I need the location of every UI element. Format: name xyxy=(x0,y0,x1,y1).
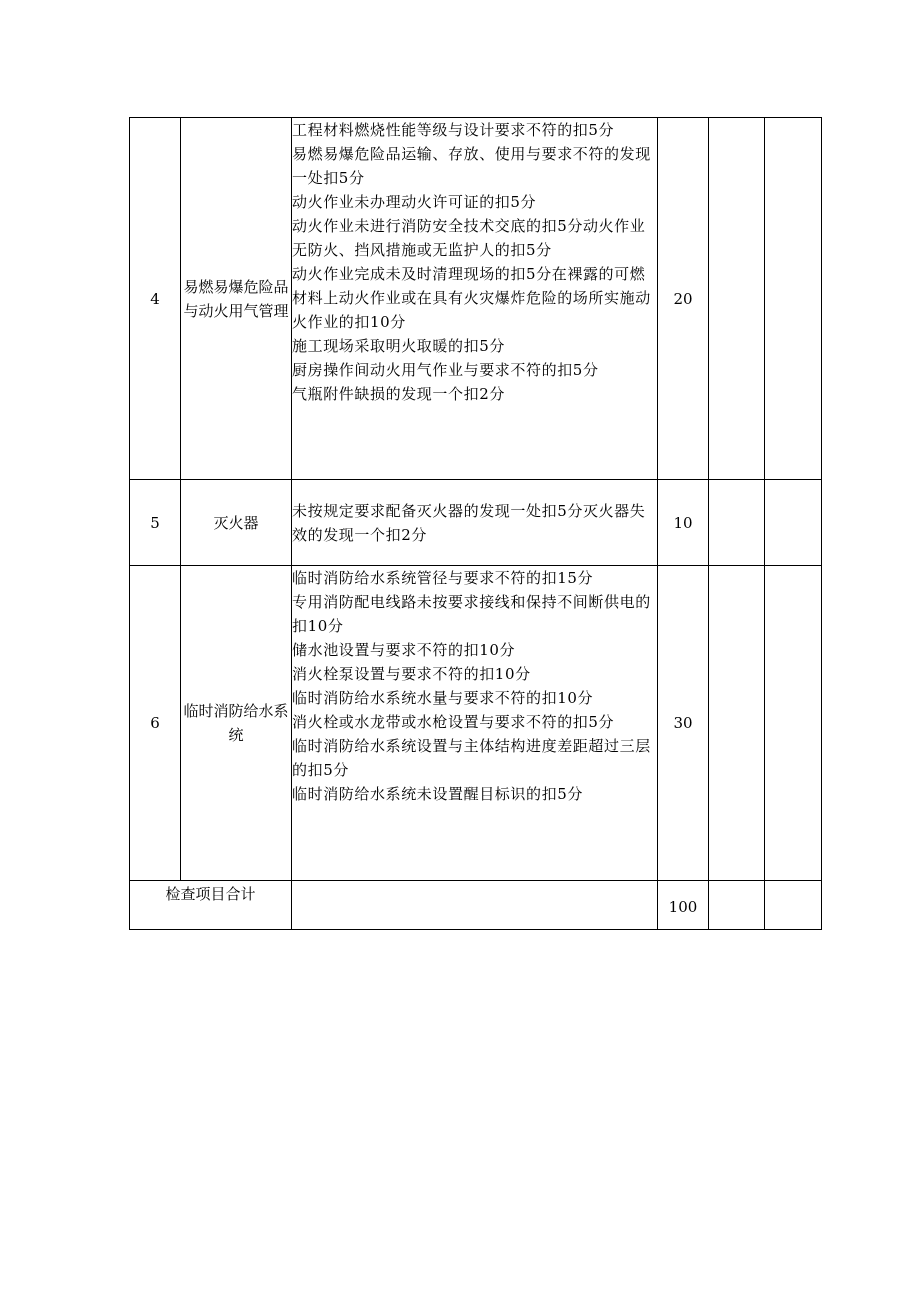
row-number: 6 xyxy=(130,566,181,881)
actual-score-cell xyxy=(765,118,822,480)
deduct-score-cell xyxy=(709,566,765,881)
score-cell: 10 xyxy=(658,480,709,566)
row-number: 5 xyxy=(130,480,181,566)
deduction-item: 动火作业完成未及时清理现场的扣5分在裸露的可燃材料上动火作业或在具有火灾爆炸危险的场所实施动火作业的扣10分 xyxy=(292,265,651,331)
total-label: 检查项目合计 xyxy=(130,881,292,930)
check-category: 易燃易爆危险品与动火用气管理 xyxy=(181,118,292,480)
deduction-item: 施工现场采取明火取暖的扣5分 xyxy=(292,337,505,355)
deduct-score-cell xyxy=(709,480,765,566)
deduction-item: 专用消防配电线路未按要求接线和保持不间断供电的扣10分 xyxy=(292,593,651,635)
deduction-item: 临时消防给水系统未设置醒目标识的扣5分 xyxy=(292,785,583,803)
row-number: 4 xyxy=(130,118,181,480)
deduction-item: 厨房操作间动火用气作业与要求不符的扣5分 xyxy=(292,361,599,379)
deduction-items xyxy=(292,118,658,480)
deduction-items xyxy=(292,480,658,566)
total-actual-cell xyxy=(765,881,822,930)
total-row xyxy=(130,881,822,930)
deduction-item: 气瓶附件缺损的发现一个扣2分 xyxy=(292,385,505,403)
total-deduct-cell xyxy=(709,881,765,930)
deduction-items xyxy=(292,566,658,881)
check-category: 灭火器 xyxy=(181,480,292,566)
score-cell: 20 xyxy=(658,118,709,480)
deduction-item: 临时消防给水系统水量与要求不符的扣10分 xyxy=(292,689,594,707)
table-row xyxy=(130,118,822,480)
score-cell: 30 xyxy=(658,566,709,881)
deduction-item: 易燃易爆危险品运输、存放、使用与要求不符的发现一处扣5分 xyxy=(292,145,651,187)
total-score: 100 xyxy=(658,881,709,930)
actual-score-cell xyxy=(765,480,822,566)
deduction-item: 动火作业未进行消防安全技术交底的扣5分动火作业无防火、挡风措施或无监护人的扣5分 xyxy=(292,217,646,259)
deduction-item: 未按规定要求配备灭火器的发现一处扣5分灭火器失效的发现一个扣2分 xyxy=(292,501,646,544)
deduction-item: 消火栓或水龙带或水枪设置与要求不符的扣5分 xyxy=(292,713,615,731)
deduction-item: 动火作业未办理动火许可证的扣5分 xyxy=(292,193,537,211)
deduction-item: 临时消防给水系统管径与要求不符的扣15分 xyxy=(292,569,594,587)
deduction-item: 工程材料燃烧性能等级与设计要求不符的扣5分 xyxy=(292,121,615,139)
deduction-item: 消火栓泵设置与要求不符的扣10分 xyxy=(292,665,531,683)
check-category: 临时消防给水系统 xyxy=(181,566,292,881)
deduct-score-cell xyxy=(709,118,765,480)
deduction-item: 储水池设置与要求不符的扣10分 xyxy=(292,641,516,659)
inspection-table xyxy=(129,117,822,930)
table-row xyxy=(130,566,822,881)
actual-score-cell xyxy=(765,566,822,881)
total-items-cell xyxy=(292,881,658,930)
table-row xyxy=(130,480,822,566)
deduction-item: 临时消防给水系统设置与主体结构进度差距超过三层的扣5分 xyxy=(292,737,651,779)
